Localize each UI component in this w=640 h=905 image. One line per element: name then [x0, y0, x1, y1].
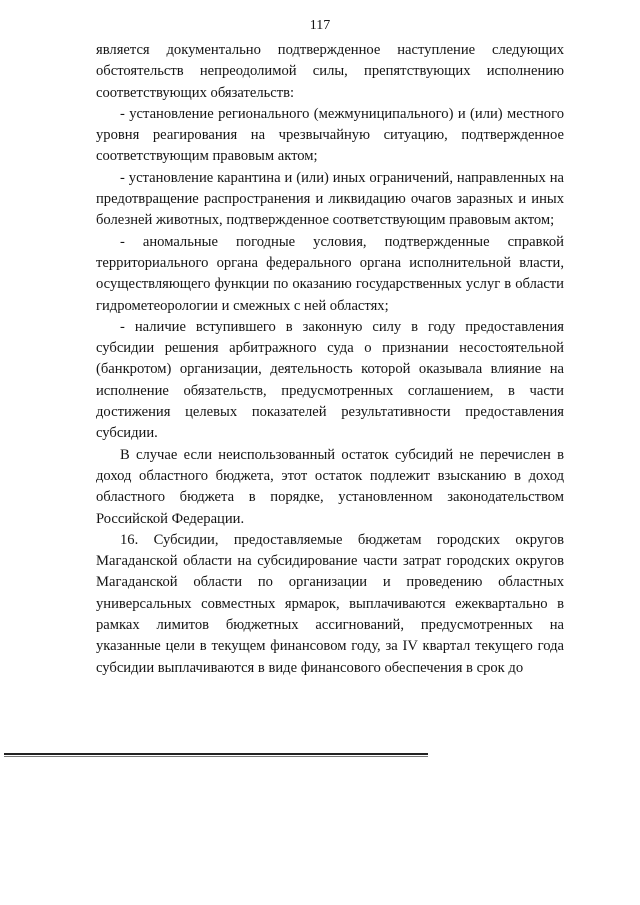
footer-divider	[4, 753, 428, 755]
document-body	[96, 40, 564, 679]
page-number: 117	[309, 18, 331, 33]
paragraph-unused-balance: В случае если неиспользованный остаток субсидий не перечислен в доход областного бюджета, этот остаток подлежит взысканию в доход областного бюджета в порядке, установленном законодательством Российской Федерации.	[96, 446, 564, 527]
paragraph-weather-conditions: - аномальные погодные условия, подтвержденные справкой территориального органа федерального органа исполнительной власти, осуществляющего функции по оказанию государственных услуг в области гидрометеорологии и смежных с ней областях;	[96, 233, 564, 314]
paragraph-emergency-response: - установление регионального (межмуниципального) и (или) местного уровня реагирования на чрезвычайную ситуацию, подтвержденное соответствующим правовым актом;	[96, 105, 564, 165]
paragraph-quarantine: - установление карантина и (или) иных ограничений, направленных на предотвращение распространения и ликвидацию очагов заразных и иных болезней животных, подтвержденное соответствующим правовым актом;	[96, 169, 564, 229]
paragraph-bankruptcy: - наличие вступившего в законную силу в году предоставления субсидии решения арбитражного суда о признании несостоятельной (банкротом) организации, деятельность которой оказывала влияние на исполнение обязательств, предусмотренных соглашением, в части достижения целевых показателей результативности предоставления субсидии.	[96, 318, 564, 442]
paragraph-section-16: 16. Субсидии, предоставляемые бюджетам городских округов Магаданской области на субсидирование части затрат городских округов Магаданской области по организации и проведению областных универсальных совместных ярмарок, выплачиваются ежеквартально в рамках лимитов бюджетных ассигнований, предусмотренных на указанные цели в текущем финансовом году, за IV квартал текущего года субсидии выплачиваются в виде финансового обеспечения в срок до	[96, 531, 564, 676]
paragraph-force-majeure-intro: является документально подтвержденное наступление следующих обстоятельств непреодолимой силы, препятствующих исполнению соответствующих обязательств:	[96, 42, 564, 101]
